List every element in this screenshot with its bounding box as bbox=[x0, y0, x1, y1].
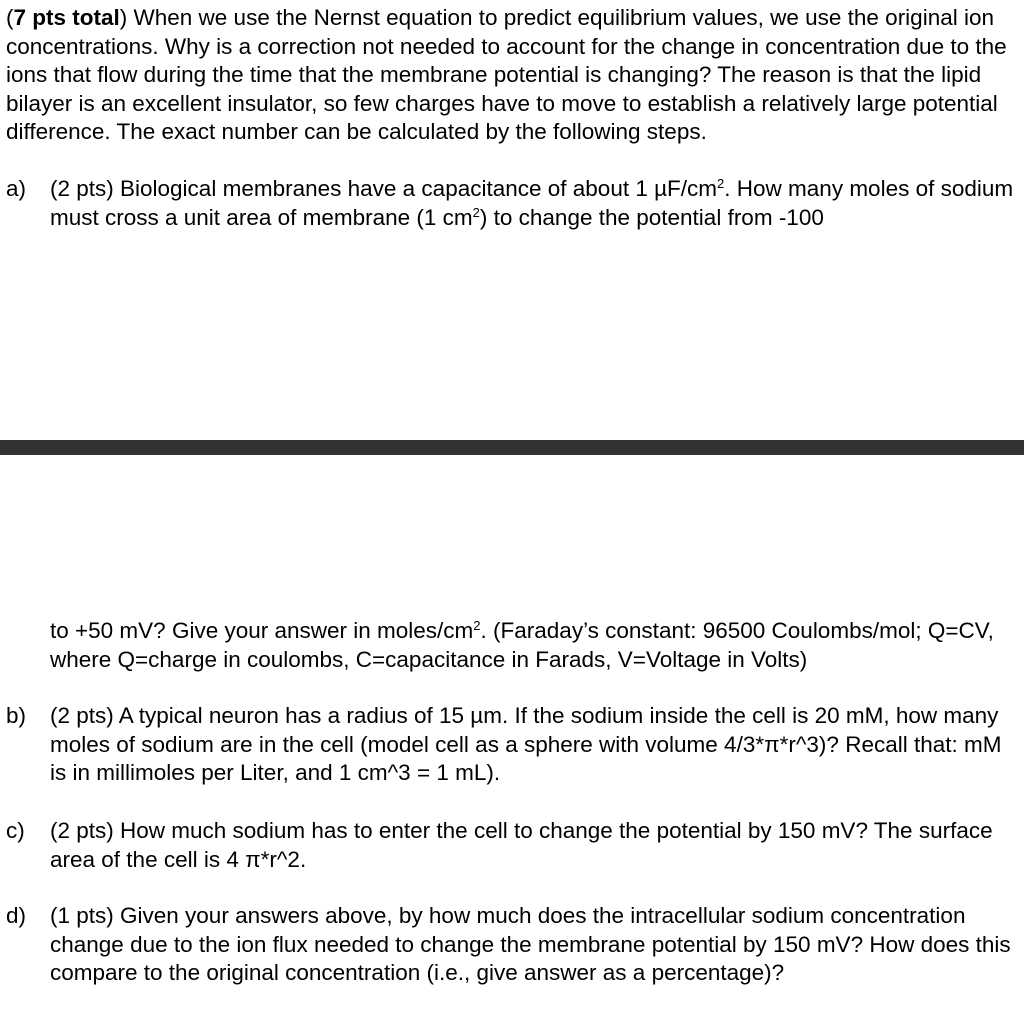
part-b-text: (2 pts) A typical neuron has a radius of 15 µm. If the sodium inside the cell is 20 mM, how many moles of sodium are in the cell (model cell as a sphere with volume 4/3*π*r^3)? Recall that: mM is in millimoles per Liter, and 1 cm^3 = 1 mL). bbox=[50, 703, 1002, 786]
question-part-d bbox=[6, 902, 1020, 988]
question-part-a bbox=[6, 175, 1020, 232]
part-a-text bbox=[50, 175, 1020, 232]
intro-paragraph: (7 pts total) When we use the Nernst equation to predict equilibrium values, we use the original ion concentrations. Why is a correction not needed to account for the change in concentration due to the ions that flow during the time that the membrane potential is changing? The reason is that the lipid bilayer is an excellent insulator, so few charges have to move to establish a relatively large potential difference. The exact number can be calculated by the following steps. bbox=[6, 5, 1007, 145]
part-b-marker: b) bbox=[6, 703, 27, 728]
part-a-text-1: (2 pts) Biological membranes have a capacitance of about 1 µF/cm bbox=[50, 176, 718, 201]
part-a-marker: a) bbox=[6, 176, 27, 201]
part-c-marker: c) bbox=[6, 818, 25, 843]
part-d-text: (1 pts) Given your answers above, by how much does the intracellular sodium concentration change due to the ion flux needed to change the membrane potential by 150 mV? How does this compare to the original concentration (i.e., give answer as a percentage)? bbox=[50, 903, 1011, 986]
page-divider bbox=[0, 440, 1024, 455]
question-part-c bbox=[6, 817, 1020, 874]
page-bottom bbox=[0, 455, 1024, 1010]
intro-points: 7 pts total bbox=[13, 5, 120, 30]
part-a-continuation-sup: 2 bbox=[473, 618, 481, 633]
part-a-continuation-2: . (Faraday’s constant: 96500 Coulombs/mol; Q=CV, where Q=charge in coulombs, C=capacitance in Farads, V=Voltage in Volts) bbox=[50, 618, 994, 672]
part-a-continuation bbox=[50, 617, 1020, 674]
question-part-b bbox=[6, 702, 1020, 788]
part-c-text: (2 pts) How much sodium has to enter the cell to change the potential by 150 mV? The surface area of the cell is 4 π*r^2. bbox=[50, 818, 993, 872]
part-a-continuation-1: to +50 mV? Give your answer in moles/cm bbox=[50, 618, 474, 643]
part-d-marker: d) bbox=[6, 903, 27, 928]
part-a-sup-1: 2 bbox=[717, 176, 725, 191]
part-a-sup-2: 2 bbox=[472, 204, 480, 220]
intro-text: When we use the Nernst equation to predict equilibrium values, we use the original ion concentrations. Why is a correction not needed to account for the change in concentration due to the ions that flow during the time that the membrane potential is changing? The reason is that the lipid bilayer is an excellent insulator, so few charges have to move to establish a relatively large potential difference. The exact number can be calculated by the following steps. bbox=[6, 5, 1007, 145]
part-a-text-3: ) to change the potential from -100 bbox=[479, 204, 824, 230]
page-top bbox=[0, 0, 1024, 440]
part-a-text-2: . How many moles of sodium must cross a unit area of membrane (1 cm bbox=[50, 176, 1014, 230]
